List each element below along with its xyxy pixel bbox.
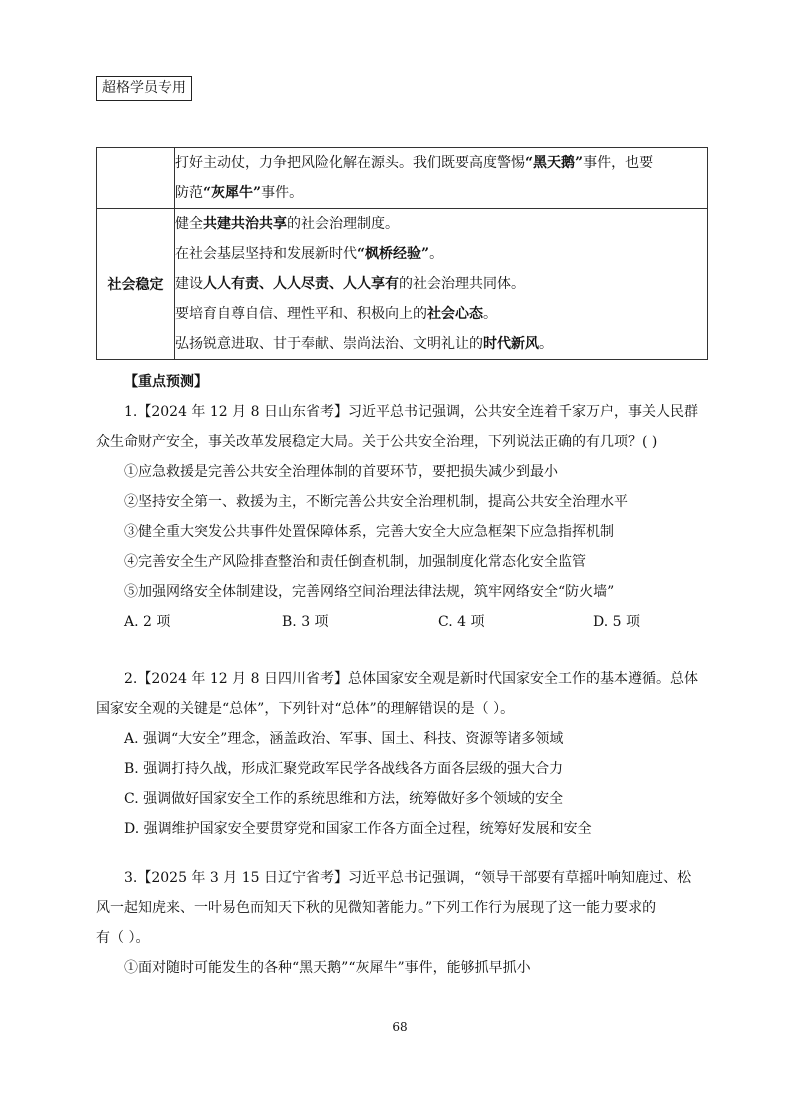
option-b: B. 强调打持久战，形成汇聚党政军民学各战线各方面各层级的强大合力 bbox=[124, 761, 564, 777]
text-segment: 健全 bbox=[175, 216, 203, 232]
option-d: D. 强调维护国家安全要贯穿党和国家工作各方面全过程，统筹好发展和安全 bbox=[124, 821, 592, 837]
table-line bbox=[175, 178, 707, 208]
option-c: C. 强调做好国家安全工作的系统思维和方法，统筹做好多个领域的安全 bbox=[124, 791, 564, 807]
bold-segment: 共建共治共享 bbox=[203, 216, 287, 232]
question-stem-line: 国家安全观的关键是“总体”，下列针对“总体”的理解错误的是（ ）。 bbox=[96, 701, 515, 717]
text-segment: 。 bbox=[539, 336, 553, 352]
bold-segment: 时代新风 bbox=[483, 336, 539, 352]
text-segment: 要培育自尊自信、理性平和、积极向上的 bbox=[175, 306, 427, 322]
table-line bbox=[175, 269, 707, 299]
question-item: ④完善安全生产风险排查整治和责任倒查机制，加强制度化常态化安全监管 bbox=[124, 554, 586, 570]
text-segment: 防范 bbox=[175, 185, 203, 201]
question-stem-line: 1.【2024 年 12 月 8 日山东省考】习近平总书记强调，公共安全连着千家万户，事关人民群 bbox=[124, 404, 698, 420]
question-stem-line: 有（ ）。 bbox=[96, 930, 150, 946]
table-row bbox=[97, 148, 708, 209]
row-content bbox=[175, 209, 708, 360]
option-b: B. 3 项 bbox=[282, 614, 329, 630]
bold-segment: “黑天鹅” bbox=[525, 155, 584, 171]
summary-table bbox=[96, 147, 708, 360]
row-label bbox=[97, 148, 175, 209]
text-segment: 。 bbox=[429, 246, 444, 262]
question-item: ②坚持安全第一、救援为主，不断完善公共安全治理机制，提高公共安全治理水平 bbox=[124, 494, 628, 510]
question-stem-line: 风一起知虎来、一叶易色而知天下秋的见微知著能力。”下列工作行为展现了这一能力要求的 bbox=[96, 900, 657, 916]
text-segment: 事件，也要 bbox=[583, 155, 654, 171]
text-segment: 事件。 bbox=[261, 185, 304, 201]
question-stem-line: 众生命财产安全，事关改革发展稳定大局。关于公共安全治理，下列说法正确的有几项？( ) bbox=[96, 434, 658, 450]
option-a: A. 2 项 bbox=[124, 614, 171, 630]
question-1 bbox=[96, 397, 708, 637]
question-item: ①面对随时可能发生的各种“黑天鹅”“灰犀牛”事件，能够抓早抓小 bbox=[124, 960, 531, 976]
bold-segment: “灰犀牛” bbox=[203, 185, 262, 201]
bold-segment: “枫桥经验” bbox=[357, 246, 430, 262]
table-row bbox=[97, 209, 708, 360]
section-title: 【重点预测】 bbox=[124, 374, 208, 390]
bold-segment: 社会心态 bbox=[427, 306, 483, 322]
table-line bbox=[175, 329, 707, 359]
option-d: D. 5 项 bbox=[593, 614, 640, 630]
question-stem-line: 3.【2025 年 3 月 15 日辽宁省考】习近平总书记强调，“领导干部要有草摇叶响知鹿过、松 bbox=[124, 870, 692, 886]
text-segment: 打好主动仗，力争把风险化解在源头。我们既要高度警惕 bbox=[175, 155, 525, 171]
row-label-social-stability: 社会稳定 bbox=[97, 209, 175, 360]
text-segment: 的社会治理共同体。 bbox=[399, 276, 525, 292]
question-2 bbox=[96, 664, 708, 844]
text-segment: 的社会治理制度。 bbox=[287, 216, 399, 232]
text-segment: 建设 bbox=[175, 276, 203, 292]
question-item: ①应急救援是完善公共安全治理体制的首要环节，要把损失减少到最小 bbox=[124, 464, 558, 480]
answer-options bbox=[96, 607, 708, 637]
table-line bbox=[175, 148, 707, 178]
header-tag: 超格学员专用 bbox=[96, 76, 192, 101]
question-item: ⑤加强网络安全体制建设，完善网络空间治理法律法规，筑牢网络安全“防火墙” bbox=[124, 584, 615, 600]
text-segment: 。 bbox=[483, 306, 497, 322]
table-line bbox=[175, 239, 707, 269]
option-a: A. 强调“大安全”理念，涵盖政治、军事、国土、科技、资源等诸多领域 bbox=[124, 731, 564, 747]
text-segment: 弘扬锐意进取、甘于奉献、崇尚法治、文明礼让的 bbox=[175, 336, 483, 352]
bold-segment: 人人有责、人人尽责、人人享有 bbox=[203, 276, 399, 292]
question-item: ③健全重大突发公共事件处置保障体系，完善大安全大应急框架下应急指挥机制 bbox=[124, 524, 614, 540]
option-c: C. 4 项 bbox=[438, 614, 485, 630]
question-stem-line: 2.【2024 年 12 月 8 日四川省考】总体国家安全观是新时代国家安全工作的基本遵循。总体 bbox=[124, 671, 698, 687]
row-content bbox=[175, 148, 708, 209]
question-3 bbox=[96, 863, 708, 983]
text-segment: 在社会基层坚持和发展新时代 bbox=[175, 246, 357, 262]
table-line bbox=[175, 299, 707, 329]
page-number: 68 bbox=[392, 1020, 408, 1034]
table-line bbox=[175, 209, 707, 239]
